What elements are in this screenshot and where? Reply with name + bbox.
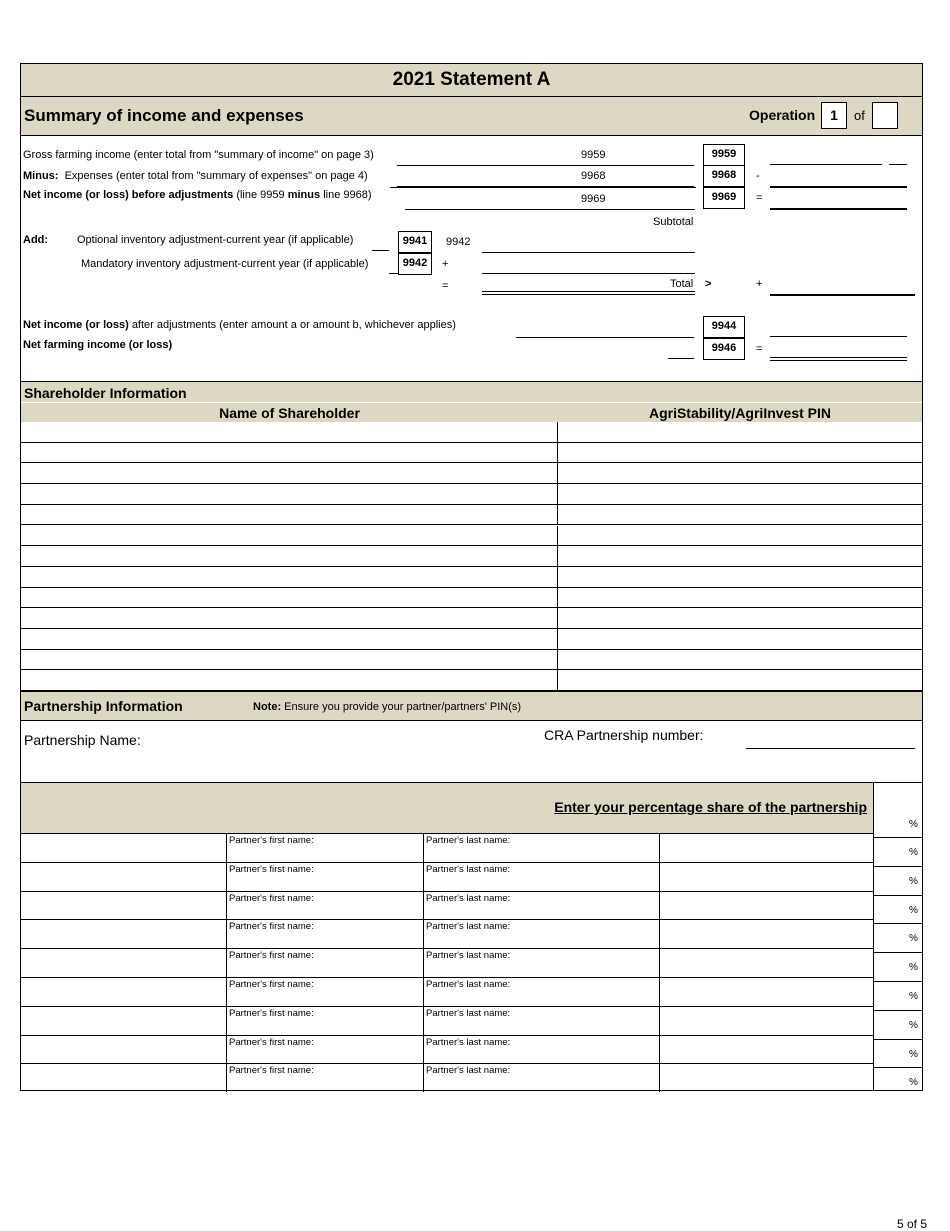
shareholder-pin-field[interactable]: [558, 505, 922, 525]
partner-share-field[interactable]: [660, 1007, 873, 1035]
net-before-operator: =: [756, 192, 763, 204]
share-label: Enter your percentage share of the partnership: [554, 799, 867, 815]
partner-last-name-field[interactable]: Partner's last name:: [424, 920, 660, 948]
shareholder-pin-field[interactable]: [558, 526, 922, 546]
summary-header: [21, 97, 922, 136]
shareholder-pin-col: AgriStability/AgriInvest PIN: [648, 405, 832, 421]
expenses-text: Expenses (enter total from "summary of expenses" on page 4): [64, 170, 368, 182]
summary-title: Summary of income and expenses: [24, 106, 304, 125]
net-before-ref: 9969: [581, 193, 606, 205]
partner-pin-field[interactable]: [21, 834, 227, 862]
percent-row-divider: [873, 895, 922, 896]
partner-pin-field[interactable]: [21, 1064, 227, 1092]
partner-row: [21, 1006, 873, 1035]
net-after-line: [23, 319, 456, 331]
shareholder-pin-field[interactable]: [558, 567, 922, 587]
partner-first-name-field[interactable]: Partner's first name:: [227, 920, 424, 948]
percent-row-divider: [873, 1067, 922, 1068]
shareholder-pin-field[interactable]: [558, 546, 922, 566]
expenses-operator: -: [756, 170, 760, 182]
net-farming-operator: =: [756, 343, 763, 355]
cra-number-field[interactable]: [746, 748, 915, 749]
expenses-amount-field[interactable]: [770, 186, 907, 188]
optional-inventory-ref: 9942: [446, 236, 471, 248]
shareholder-name-field[interactable]: [21, 588, 558, 608]
shareholder-row: [21, 588, 922, 609]
shareholder-name-col: Name of Shareholder: [219, 405, 360, 421]
net-after-amount-field[interactable]: [770, 336, 907, 337]
partner-last-name-field[interactable]: Partner's last name:: [424, 834, 660, 862]
shareholder-row: [21, 650, 922, 671]
code-9969-box: 9969: [703, 187, 745, 209]
optional-inventory-text: Optional inventory adjustment-current year (if applicable): [77, 234, 354, 246]
mandatory-inventory-amount-field[interactable]: [482, 273, 695, 274]
shareholder-header: [21, 381, 922, 422]
percent-sign: %: [909, 962, 918, 974]
shareholder-row: [21, 546, 922, 567]
shareholder-name-field[interactable]: [21, 650, 558, 670]
shareholder-row: [21, 463, 922, 484]
percent-sign: %: [909, 847, 918, 858]
partnership-name-field[interactable]: [150, 724, 530, 764]
shareholder-title: Shareholder Information: [24, 385, 187, 401]
shareholder-pin-field[interactable]: [558, 463, 922, 483]
percent-row-divider: [873, 866, 922, 867]
partner-first-name-field[interactable]: Partner's first name:: [227, 949, 424, 977]
partner-pin-field[interactable]: [21, 892, 227, 920]
net-farming-amount-field[interactable]: [770, 357, 907, 361]
mandatory-inventory-text: Mandatory inventory adjustment-current year (if applicable): [81, 258, 369, 270]
partnership-note: [253, 701, 521, 713]
shareholder-row: [21, 670, 922, 691]
partner-first-name-field[interactable]: Partner's first name:: [227, 1007, 424, 1035]
partner-share-field[interactable]: [660, 949, 873, 977]
shareholder-row: [21, 422, 922, 443]
expenses-line: [23, 170, 368, 182]
mandatory-plus: +: [442, 258, 449, 270]
total-plus: +: [756, 278, 763, 290]
percent-sign: %: [909, 875, 918, 887]
gross-income-text: Gross farming income (enter total from "summary of income" on page 3): [23, 149, 374, 161]
partner-first-name-field[interactable]: Partner's first name:: [227, 1064, 424, 1092]
partner-pin-field[interactable]: [21, 978, 227, 1006]
shareholder-pin-field[interactable]: [558, 650, 922, 670]
partner-row: [21, 948, 873, 977]
operation-total-field[interactable]: [872, 102, 898, 129]
partner-share-field[interactable]: [660, 920, 873, 948]
adjustment-equals: =: [442, 280, 449, 292]
partner-share-field[interactable]: [660, 1036, 873, 1064]
total-label: Total: [670, 278, 694, 290]
partner-last-name-field[interactable]: Partner's last name:: [424, 1036, 660, 1064]
operation-number-field[interactable]: 1: [821, 102, 847, 129]
partner-pin-field[interactable]: [21, 1007, 227, 1035]
partnership-name-label: Partnership Name:: [24, 732, 141, 748]
partner-share-field[interactable]: [660, 892, 873, 920]
partner-first-name-field[interactable]: Partner's first name:: [227, 863, 424, 891]
minus-label: Minus:: [23, 170, 59, 182]
shareholder-pin-field[interactable]: [558, 629, 922, 649]
net-before-bold: Net income (or loss) before adjustments: [23, 189, 234, 201]
optional-inventory-amount-field[interactable]: [482, 252, 695, 253]
net-before-line: [23, 189, 372, 201]
form-title: 2021 Statement A: [392, 69, 551, 90]
shareholder-row: [21, 629, 922, 650]
partner-last-name-field[interactable]: Partner's last name:: [424, 892, 660, 920]
form-title-bar: [21, 64, 922, 97]
shareholder-name-field[interactable]: [21, 505, 558, 525]
net-before-minus: minus: [287, 189, 321, 201]
partner-first-name-field[interactable]: Partner's first name:: [227, 834, 424, 862]
subtotal-label: Subtotal: [653, 216, 694, 228]
partner-first-name-field[interactable]: Partner's first name:: [227, 978, 424, 1006]
note-label: Note:: [253, 701, 282, 713]
shareholder-name-field[interactable]: [21, 443, 558, 463]
net-after-text: after adjustments (enter amount a or amount b, whichever applies): [131, 319, 456, 331]
total-arrow: >: [705, 278, 712, 290]
of-label: of: [854, 108, 865, 123]
expenses-ref: 9968: [581, 170, 606, 182]
shareholder-name-field[interactable]: [21, 567, 558, 587]
net-after-bold: Net income (or loss): [23, 319, 129, 331]
percent-row-divider: [873, 923, 922, 924]
code-9959-box: 9959: [703, 144, 745, 166]
partner-pin-field[interactable]: [21, 920, 227, 948]
code-9941-box: 9941: [398, 231, 432, 253]
operation-label: Operation: [749, 107, 816, 123]
note-text: Ensure you provide your partner/partners' PIN(s): [284, 701, 522, 713]
partner-row: [21, 1063, 873, 1092]
shareholder-pin-field[interactable]: [558, 484, 922, 504]
partner-last-name-field[interactable]: Partner's last name:: [424, 978, 660, 1006]
gross-income-amount-field[interactable]: [770, 164, 882, 165]
net-farming-label: Net farming income (or loss): [23, 339, 173, 351]
partner-first-name-field[interactable]: Partner's first name:: [227, 892, 424, 920]
shareholder-pin-field[interactable]: [558, 443, 922, 463]
page-number: 5 of 5: [897, 1217, 928, 1231]
partnership-title: Partnership Information: [24, 698, 183, 714]
shareholder-pin-field[interactable]: [558, 422, 922, 442]
shareholder-name-field[interactable]: [21, 629, 558, 649]
partner-row: [21, 919, 873, 948]
percent-sign: %: [909, 1048, 918, 1060]
net-before-amount-field[interactable]: [770, 208, 907, 210]
code-9944-box: 9944: [703, 316, 745, 338]
shareholder-name-field[interactable]: [21, 526, 558, 546]
percent-sign: %: [909, 933, 918, 945]
partner-pin-field[interactable]: [21, 1036, 227, 1064]
shareholder-row: [21, 484, 922, 505]
partner-last-name-field[interactable]: Partner's last name:: [424, 1064, 660, 1092]
partner-pin-field[interactable]: [21, 863, 227, 891]
partner-row: [21, 977, 873, 1006]
gross-income-ref: 9959: [581, 149, 606, 161]
shareholder-row: [21, 505, 922, 526]
shareholder-name-field[interactable]: [21, 608, 558, 628]
percent-sign: %: [909, 991, 918, 1002]
partner-row: [21, 1035, 873, 1064]
shareholder-row: [21, 443, 922, 464]
partner-last-name-field[interactable]: Partner's last name:: [424, 1007, 660, 1035]
net-before-end: line 9968): [323, 189, 372, 201]
percent-row-divider: [873, 837, 922, 838]
shareholder-row: [21, 526, 922, 547]
shareholder-pin-field[interactable]: [558, 608, 922, 628]
code-9942-box: 9942: [398, 253, 432, 275]
shareholder-name-field[interactable]: [21, 670, 558, 690]
partner-first-name-field[interactable]: Partner's first name:: [227, 1036, 424, 1064]
percent-row-divider: [873, 1010, 922, 1011]
partner-share-field[interactable]: [660, 978, 873, 1006]
percent-row-divider: [873, 981, 922, 982]
partnership-header: [21, 691, 922, 721]
percent-row-divider: [873, 952, 922, 953]
partner-row: [21, 862, 873, 891]
partner-pin-field[interactable]: [21, 949, 227, 977]
partner-share-field[interactable]: [660, 834, 873, 862]
partner-row: [21, 833, 873, 862]
shareholder-name-field[interactable]: [21, 422, 558, 442]
percent-row-divider: [873, 1039, 922, 1040]
partner-share-field[interactable]: [660, 1064, 873, 1092]
add-label: Add:: [23, 234, 49, 246]
partner-last-name-field[interactable]: Partner's last name:: [424, 863, 660, 891]
shareholder-name-field[interactable]: [21, 463, 558, 483]
percent-sign: %: [909, 1077, 918, 1089]
partner-last-name-field[interactable]: Partner's last name:: [424, 949, 660, 977]
partner-share-field[interactable]: [660, 863, 873, 891]
percent-sign: %: [909, 1019, 918, 1031]
partner-row: [21, 891, 873, 920]
shareholder-pin-field[interactable]: [558, 588, 922, 608]
partner-share-header: [21, 782, 873, 834]
net-before-mid: (line 9959: [236, 189, 285, 201]
total-amount-field[interactable]: [770, 294, 915, 296]
shareholder-pin-field[interactable]: [558, 670, 922, 690]
shareholder-row: [21, 608, 922, 629]
shareholder-name-field[interactable]: [21, 546, 558, 566]
percent-sign: %: [909, 819, 918, 830]
cra-number-label: CRA Partnership number:: [544, 727, 704, 743]
code-9946-box: 9946: [703, 338, 745, 360]
shareholder-name-field[interactable]: [21, 484, 558, 504]
code-9968-box: 9968: [703, 165, 745, 187]
adjustment-total-field[interactable]: [482, 291, 695, 295]
shareholder-row: [21, 567, 922, 588]
percent-sign: %: [909, 904, 918, 916]
